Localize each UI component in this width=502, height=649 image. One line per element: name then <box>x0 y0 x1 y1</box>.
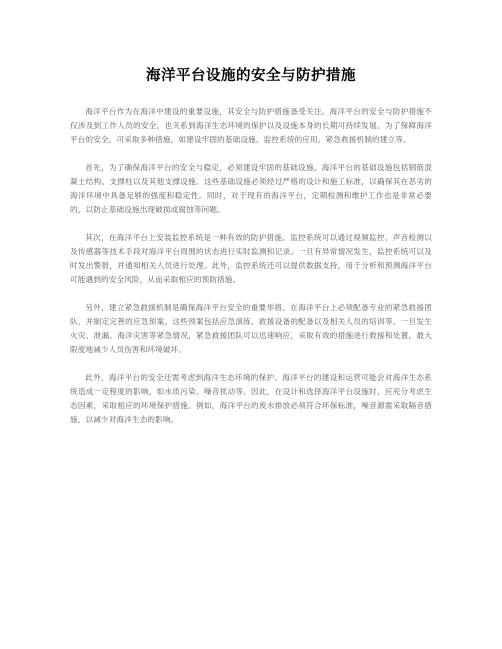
document-body <box>70 105 432 427</box>
paragraph-emergency-rescue: 另外，建立紧急救援机制是确保海洋平台安全的重要举措。在海洋平台上必须配备专业的紧急救援团队，并制定完善的应急预案。这些预案包括应急演练、救援设备的配备以及相关人员的培训等。一旦发生火灾、泄漏、海洋灾害等紧急情况，紧急救援团队可以迅速响应，采取有效的措施进行救援和处置，最大限度地减少人员伤害和环境破坏。 <box>70 303 432 354</box>
paragraph-intro: 海洋平台作为在海洋中建设的重要设施，其安全与防护措施备受关注。海洋平台的安全与防护措施不仅涉及到工作人员的安全，也关系到海洋生态环境的保护以及设施本身的长期可持续发展。为了保障海洋平台的安全，可采取多种措施，如建设牢固的基础设施、监控系统的应用、紧急救援机制的建立等。 <box>70 107 432 144</box>
paragraph-infrastructure: 首先，为了确保海洋平台的安全与稳定，必须建设牢固的基础设施。海洋平台的基础设施包括钢筋混凝土结构、支撑柱以及其他支撑设施。这些基础设施必须经过严格的设计和施工标准，以确保其在恶劣的海洋环境中具备足够的强度和稳定性。同时，对于现有的海洋平台，定期检测和维护工作也是非常必要的，以防止基础设施出现破损或腐蚀等问题。 <box>70 163 432 214</box>
paragraph-monitoring: 其次，在海洋平台上安装监控系统是一种有效的防护措施。监控系统可以通过视频监控、声音检测以及传感器等技术手段对海洋平台周围的状态进行实时监测和记录。一旦有异常情况发生，监控系统可以及时发出警报，并通知相关人员进行处理。此外，监控系统还可以提供数据支持，用于分析和预测海洋平台可能遇到的安全风险，从而采取相应的预防措施。 <box>70 233 432 284</box>
document-title: 海洋平台设施的安全与防护措施 <box>146 68 356 84</box>
paragraph-ecology: 此外，海洋平台的安全还需考虑到海洋生态环境的保护。海洋平台的建设和运营可能会对海洋生态系统造成一定程度的影响，如水质污染、噪音扰动等。因此，在设计和选择海洋平台设施时，应充分考虑生态因素，采取相应的环境保护措施。例如，海洋平台的废水排放必须符合环保标准，噪音源需采取隔音措施，以减少对海洋生态的影响。 <box>70 373 432 424</box>
